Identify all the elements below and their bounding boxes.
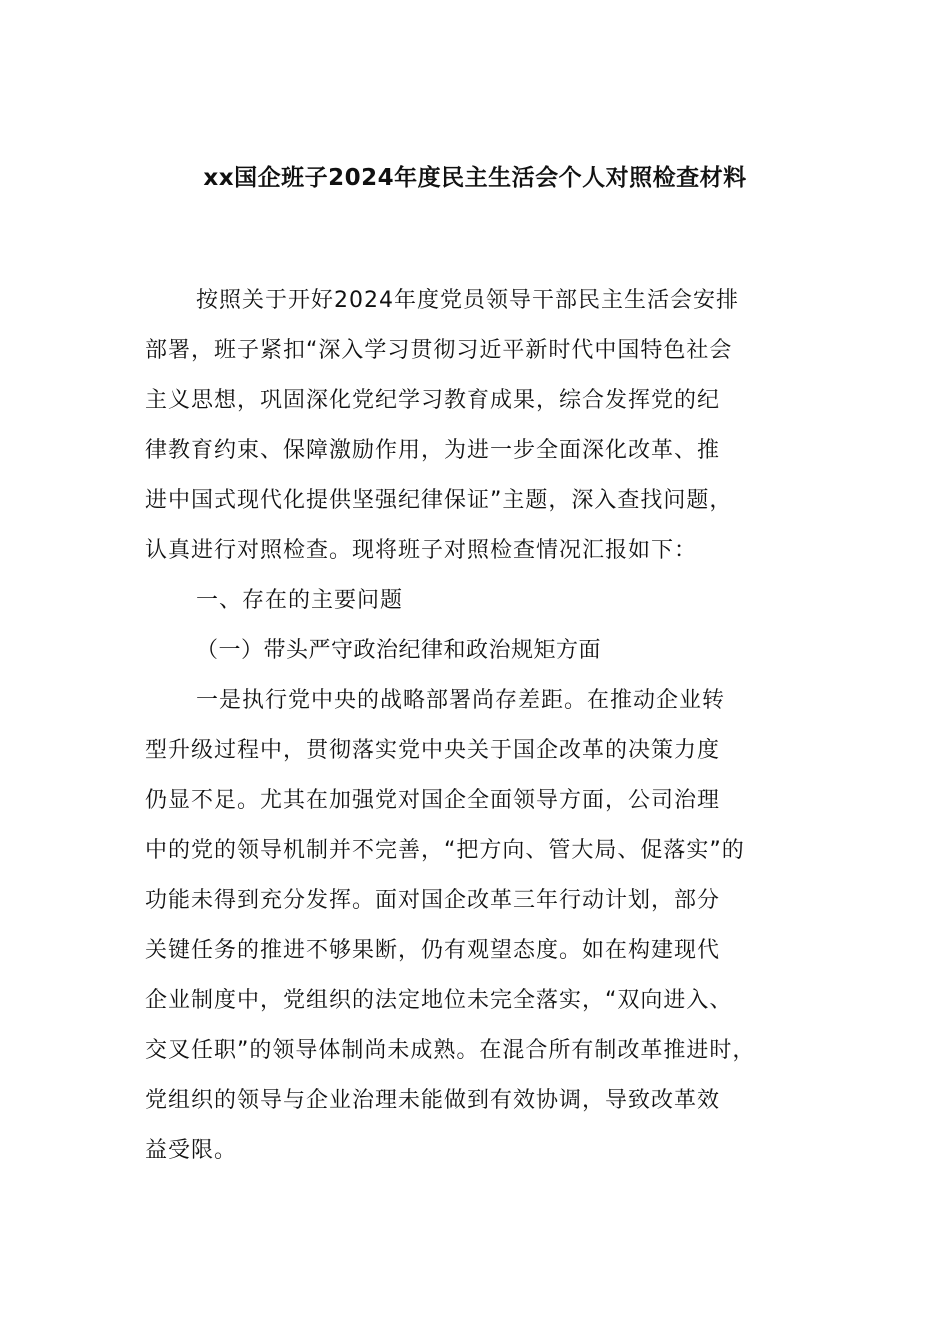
body-line: 一是执行党中央的战略部署尚存差距。在推动企业转 <box>196 688 726 713</box>
body-line: 关键任务的推进不够果断，仍有观望态度。如在构建现代 <box>145 938 721 963</box>
intro-line: 按照关于开好2024年度党员领导干部民主生活会安排 <box>196 288 739 313</box>
body-line: 中的党的领导机制并不完善，“把方向、管大局、促落实”的 <box>145 838 745 863</box>
intro-line: 认真进行对照检查。现将班子对照检查情况汇报如下： <box>145 538 698 563</box>
subsection-heading: （一）带头严守政治纪律和政治规矩方面 <box>196 638 602 663</box>
body-line: 企业制度中，党组织的法定地位未完全落实，“双向进入、 <box>145 988 733 1013</box>
body-line: 党组织的领导与企业治理未能做到有效协调，导致改革效 <box>145 1088 721 1113</box>
intro-line: 律教育约束、保障激励作用，为进一步全面深化改革、推 <box>145 438 721 463</box>
body-line: 功能未得到充分发挥。面对国企改革三年行动计划，部分 <box>145 888 721 913</box>
intro-line: 主义思想，巩固深化党纪学习教育成果，综合发挥党的纪 <box>145 388 721 413</box>
body-line: 仍显不足。尤其在加强党对国企全面领导方面，公司治理 <box>145 788 721 813</box>
intro-line: 进中国式现代化提供坚强纪律保证”主题，深入查找问题， <box>145 488 733 513</box>
body-line: 益受限。 <box>145 1138 238 1163</box>
intro-line: 部署，班子紧扣“深入学习贯彻习近平新时代中国特色社会 <box>145 338 733 363</box>
body-line: 型升级过程中，贯彻落实党中央关于国企改革的决策力度 <box>145 738 721 763</box>
section-heading: 一、存在的主要问题 <box>196 588 404 613</box>
document-title: xx国企班子2024年度民主生活会个人对照检查材料 <box>203 165 747 191</box>
body-line: 交叉任职”的领导体制尚未成熟。在混合所有制改革推进时， <box>145 1038 756 1063</box>
